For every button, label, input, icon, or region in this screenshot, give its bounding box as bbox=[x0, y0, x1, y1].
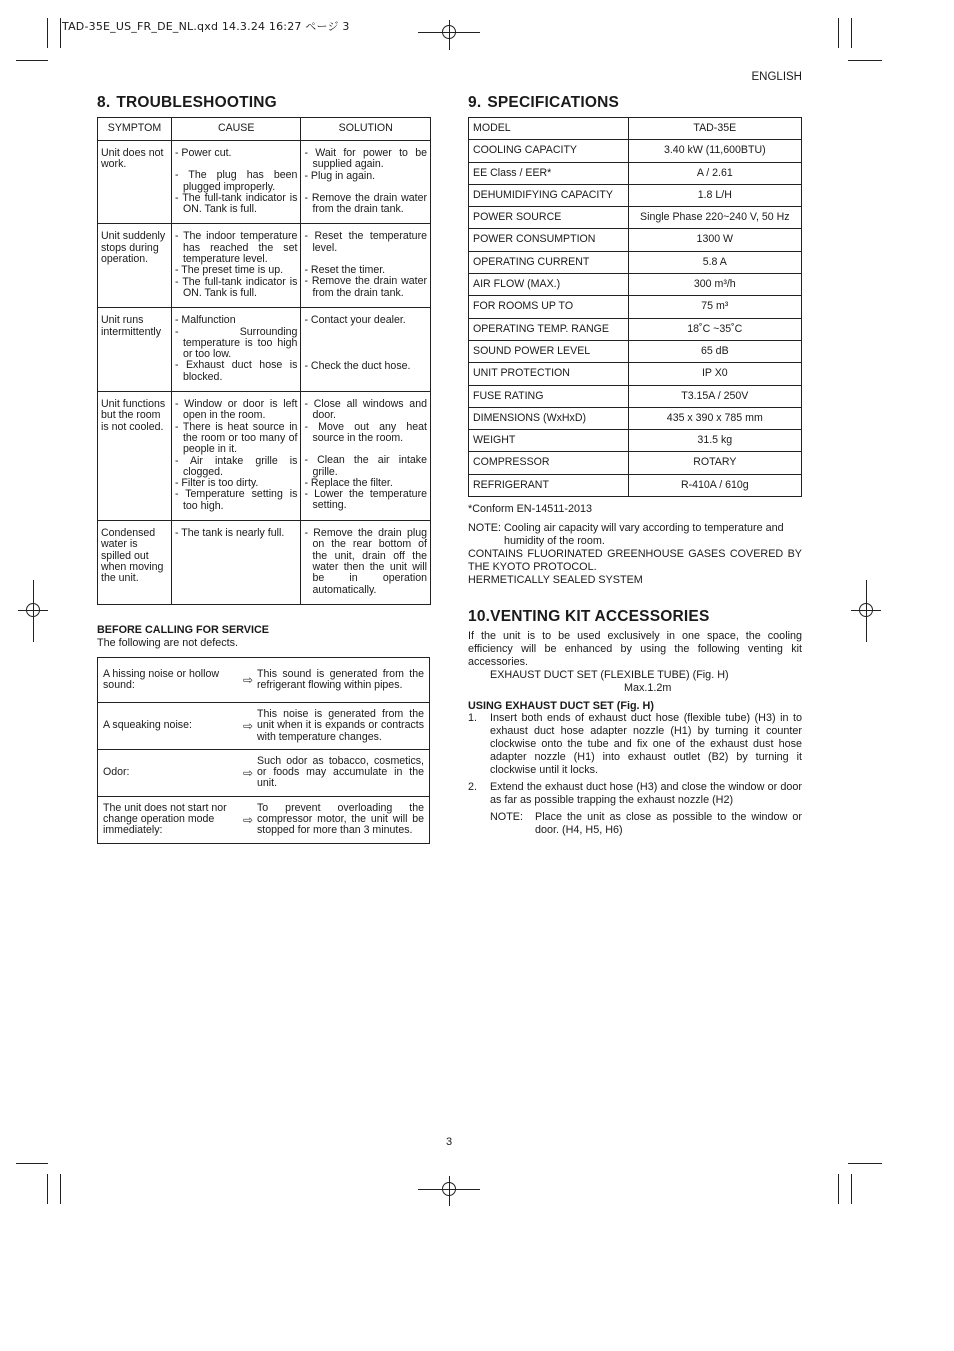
table-row bbox=[469, 251, 802, 273]
list-item: - Air intake grille is clogged. bbox=[174, 454, 298, 478]
solution-cell bbox=[301, 308, 431, 392]
spec-value: 31.5 kg bbox=[628, 430, 801, 452]
page-number: 3 bbox=[446, 1136, 453, 1148]
spec-value: 75 m³ bbox=[628, 296, 801, 318]
list-item: - Close all windows and door. bbox=[304, 398, 427, 422]
spec-value: 18˚C ~35˚C bbox=[628, 318, 801, 340]
venting-section bbox=[468, 608, 802, 837]
table-row bbox=[98, 141, 431, 224]
arrow-right-icon: ⇨ bbox=[242, 718, 254, 733]
venting-note: NOTE: Place the unit as close as possible to the window or door. (H4, H5, H6) bbox=[490, 810, 802, 836]
spec-label: COMPRESSOR bbox=[469, 452, 629, 474]
sealed-notice: HERMETICALLY SEALED SYSTEM bbox=[468, 573, 643, 586]
list-item: - Filter is too dirty. bbox=[174, 477, 259, 490]
arrow-right-icon: ⇨ bbox=[242, 673, 254, 687]
list-item: - Power cut. bbox=[174, 147, 232, 159]
cause-cell bbox=[171, 308, 301, 392]
list-item: - Surrounding temperature is too high or too low. bbox=[174, 325, 298, 361]
table-row bbox=[98, 308, 431, 392]
table-row bbox=[98, 521, 431, 605]
spec-value: 300 m³/h bbox=[628, 274, 801, 296]
spec-label: UNIT PROTECTION bbox=[469, 363, 629, 385]
specifications-table bbox=[468, 117, 802, 497]
table-row bbox=[469, 385, 802, 407]
note: NOTE: Cooling air capacity will vary according to temperature and humidity of the room. bbox=[468, 521, 784, 547]
before-service-box bbox=[97, 657, 430, 844]
venting-steps bbox=[468, 712, 802, 806]
list-item: - Reset the temperature level. bbox=[304, 230, 427, 254]
table-row bbox=[469, 184, 802, 206]
spec-value: 1300 W bbox=[628, 229, 801, 251]
table-row bbox=[469, 430, 802, 452]
column-header: SYMPTOM bbox=[98, 118, 172, 141]
spec-label: MODEL bbox=[469, 118, 629, 140]
symptom-cell: Unit functions but the room is not cooled. bbox=[98, 392, 172, 521]
cause-cell bbox=[171, 392, 301, 521]
specifications-section bbox=[468, 94, 802, 586]
table-row bbox=[469, 162, 802, 184]
symptom-cell: Unit does not work. bbox=[98, 141, 172, 224]
list-item: - Reset the timer. bbox=[304, 264, 386, 277]
table-row bbox=[469, 340, 802, 362]
list-item: - Temperature setting is too high. bbox=[174, 488, 298, 512]
spec-value: IP X0 bbox=[628, 363, 801, 385]
greenhouse-notice: CONTAINS FLUORINATED GREENHOUSE GASES COVERED BY THE KYOTO PROTOCOL. bbox=[468, 547, 802, 573]
table-row bbox=[469, 229, 802, 251]
symptom-cell: Unit suddenly stops during operation. bbox=[98, 224, 172, 308]
list-item: - The indoor temperature has reached the set temperature level. bbox=[174, 230, 298, 266]
table-row bbox=[98, 224, 431, 308]
table-row bbox=[98, 392, 431, 521]
symptom-cell: Condensed water is spilled out when moving the unit. bbox=[98, 521, 172, 605]
arrow-right-icon: ⇨ bbox=[242, 765, 254, 780]
list-item: - Contact your dealer. bbox=[304, 314, 406, 327]
list-item: - There is heat source in the room or too many of people in it. bbox=[174, 420, 298, 456]
spec-label: COOLING CAPACITY bbox=[469, 140, 629, 162]
table-header-row bbox=[98, 118, 431, 141]
spec-label: WEIGHT bbox=[469, 430, 629, 452]
cause-cell bbox=[171, 521, 301, 605]
before-service-subtitle: The following are not defects. bbox=[97, 637, 239, 649]
table-row bbox=[469, 118, 802, 140]
list-item: - Remove the drain plug on the rear bottom of the unit, drain off the water then the unit will be in operation automatically. bbox=[304, 527, 427, 596]
before-service-title: BEFORE CALLING FOR SERVICE bbox=[97, 624, 269, 636]
spec-value: T3.15A / 250V bbox=[628, 385, 801, 407]
list-item: - Clean the air intake grille. bbox=[304, 454, 427, 478]
list-item: - Lower the temperature setting. bbox=[304, 488, 427, 512]
table-row bbox=[469, 296, 802, 318]
spec-value: ROTARY bbox=[628, 452, 801, 474]
list-item: - Check the duct hose. bbox=[304, 359, 411, 372]
kit-max-length: Max.1.2m bbox=[624, 681, 672, 694]
solution-cell bbox=[301, 224, 431, 308]
before-service-section bbox=[97, 624, 431, 844]
spec-label: DIMENSIONS (WxHxD) bbox=[469, 407, 629, 429]
arrow-right-icon: ⇨ bbox=[242, 812, 254, 827]
spec-value: 3.40 kW (11,600BTU) bbox=[628, 140, 801, 162]
list-item: - Exhaust duct hose is blocked. bbox=[174, 359, 298, 383]
spec-label: POWER SOURCE bbox=[469, 207, 629, 229]
solution-cell bbox=[301, 521, 431, 605]
list-item: A squeaking noise: ⇨ This noise is generated from the unit when it is expands or contracts with temperature changes. bbox=[98, 703, 429, 750]
file-info-header: TAD-35E_US_FR_DE_NL.qxd 14.3.24 16:27 ページ 3 bbox=[62, 20, 350, 33]
troubleshooting-section bbox=[97, 94, 431, 605]
venting-heading: 10.VENTING KIT ACCESSORIES bbox=[468, 608, 710, 625]
list-item: A hissing noise or hollow sound: ⇨ This sound is generated from the refrigerant flowing within pipes. bbox=[98, 658, 429, 703]
language-label: ENGLISH bbox=[751, 71, 802, 83]
spec-value: 65 dB bbox=[628, 340, 801, 362]
list-item: The unit does not start nor change operation mode immediately: ⇨ To prevent overloading the compressor motor, the unit will be stopped for more than 3 minutes. bbox=[103, 801, 424, 837]
spec-label: POWER CONSUMPTION bbox=[469, 229, 629, 251]
list-item: - Wait for power to be supplied again. bbox=[304, 147, 427, 171]
spec-label: OPERATING CURRENT bbox=[469, 251, 629, 273]
spec-label: REFRIGERANT bbox=[469, 474, 629, 496]
venting-subhead: USING EXHAUST DUCT SET (Fig. H) bbox=[468, 699, 654, 712]
list-item: - Malfunction bbox=[174, 314, 236, 327]
list-item: - Move out any heat source in the room. bbox=[304, 420, 427, 444]
table-row bbox=[469, 140, 802, 162]
spec-value: Single Phase 220~240 V, 50 Hz bbox=[628, 207, 801, 229]
table-row bbox=[469, 474, 802, 496]
list-item: - The full-tank indicator is ON. Tank is full. bbox=[174, 191, 298, 216]
list-item: - Replace the filter. bbox=[304, 476, 393, 489]
specifications-heading: 9. SPECIFICATIONS bbox=[468, 94, 620, 111]
table-row bbox=[469, 407, 802, 429]
symptom-cell: Unit runs intermittently bbox=[98, 308, 172, 392]
list-item: - The full-tank indicator is ON. Tank is full. bbox=[174, 275, 298, 299]
spec-label: EE Class / EER* bbox=[469, 162, 629, 184]
spec-label: DEHUMIDIFYING CAPACITY bbox=[469, 184, 629, 206]
list-item: - The plug has been plugged improperly. bbox=[174, 169, 298, 193]
kit-name: EXHAUST DUCT SET (FLEXIBLE TUBE) (Fig. H) bbox=[490, 668, 729, 681]
table-row bbox=[469, 207, 802, 229]
list-item: - Remove the drain water from the drain tank. bbox=[304, 275, 427, 299]
spec-label: SOUND POWER LEVEL bbox=[469, 340, 629, 362]
list-item: 2. Extend the exhaust duct hose (H3) and close the window or door as far as possible trapping the exhaust nozzle (H2) bbox=[468, 780, 802, 806]
venting-intro: If the unit is to be used exclusively in one space, the cooling efficiency will be enhanced by using the following venting kit accessories. bbox=[468, 630, 802, 668]
list-item: - Window or door is left open in the room. bbox=[174, 398, 298, 422]
troubleshooting-table bbox=[97, 117, 431, 605]
spec-value: 435 x 390 x 785 mm bbox=[628, 407, 801, 429]
spec-value: 5.8 A bbox=[628, 251, 801, 273]
spec-label: AIR FLOW (MAX.) bbox=[469, 274, 629, 296]
spec-value: TAD-35E bbox=[628, 118, 801, 140]
spec-label: OPERATING TEMP. RANGE bbox=[469, 318, 629, 340]
spec-value: A / 2.61 bbox=[628, 162, 801, 184]
list-item: - Remove the drain water from the drain tank. bbox=[304, 191, 427, 216]
troubleshooting-heading: 8. TROUBLESHOOTING bbox=[97, 94, 277, 111]
list-item: - The preset time is up. bbox=[174, 264, 284, 277]
list-item: - Plug in again. bbox=[304, 169, 376, 182]
list-item: Odor: ⇨ Such odor as tobacco, cosmetics, or foods may accumulate in the unit. bbox=[98, 750, 429, 797]
table-row bbox=[469, 318, 802, 340]
cause-cell bbox=[171, 224, 301, 308]
list-item: - The tank is nearly full. bbox=[174, 527, 285, 540]
spec-label: FUSE RATING bbox=[469, 385, 629, 407]
list-item: 1. Insert both ends of exhaust duct hose (flexible tube) (H3) in to exhaust duct hose adapter nozzle (H1) by turning it counter clockwise onto the tube and fix one of the exhaust dust hose adapter nozzle (H1) into exhaust outlet (B2) by turning it clockwise until it locks. bbox=[468, 712, 802, 777]
column-header: CAUSE bbox=[171, 118, 301, 141]
solution-cell bbox=[301, 392, 431, 521]
table-row bbox=[469, 363, 802, 385]
spec-value: 1.8 L/H bbox=[628, 184, 801, 206]
table-row bbox=[469, 452, 802, 474]
table-row bbox=[469, 274, 802, 296]
column-header: SOLUTION bbox=[301, 118, 431, 141]
spec-value: R-410A / 610g bbox=[628, 474, 801, 496]
footnote: *Conform EN-14511-2013 bbox=[468, 503, 593, 516]
cause-cell bbox=[171, 141, 301, 224]
solution-cell bbox=[301, 141, 431, 224]
spec-label: FOR ROOMS UP TO bbox=[469, 296, 629, 318]
